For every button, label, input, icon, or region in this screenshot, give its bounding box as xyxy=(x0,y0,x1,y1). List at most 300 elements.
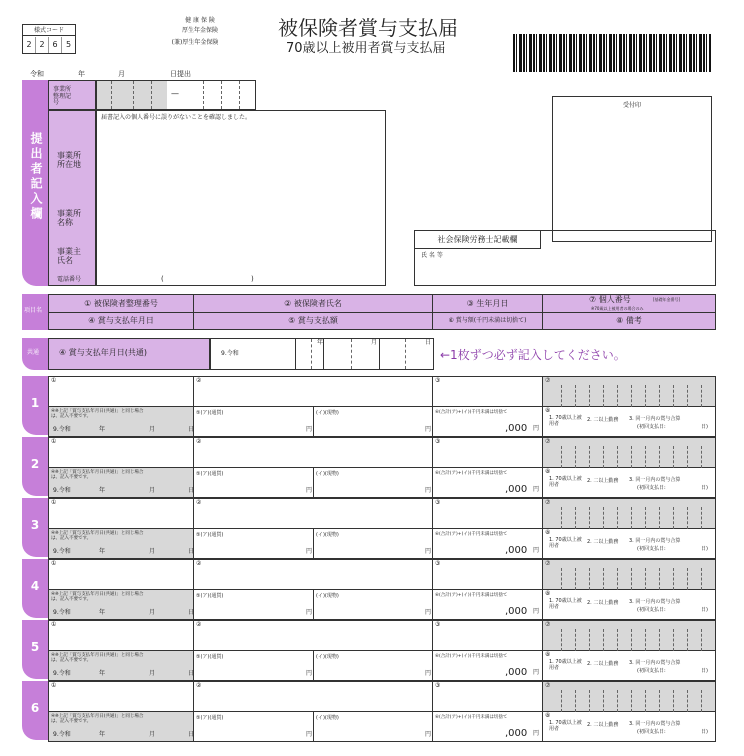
row-side-tab xyxy=(22,498,48,557)
common-divider xyxy=(295,339,296,369)
c4-note: ④※上記「賞与支払年月日(共通)」と同じ場合は、記入不要です。 xyxy=(51,531,144,542)
c4-day: 日 xyxy=(188,731,195,738)
c5b-label: (イ)(現物) xyxy=(316,715,339,721)
form-code-label: 様式コード xyxy=(23,25,75,36)
digit-divider xyxy=(561,507,562,529)
row-remarks-input[interactable] xyxy=(543,407,715,436)
confirm-text: 届書記入の個人番号に誤りがないことを確認しました。 xyxy=(101,114,252,121)
row-number: 1 xyxy=(30,396,40,410)
c5b-label: (イ)(現物) xyxy=(316,654,339,660)
c6-value: ,000 xyxy=(505,423,528,434)
c5a-label: ⑤(ア)(通貨) xyxy=(196,532,224,538)
row-side-tab xyxy=(22,559,48,618)
c5a-yen: 円 xyxy=(306,609,313,616)
digit-divider xyxy=(603,385,604,407)
row-pay-date-input[interactable] xyxy=(49,407,194,436)
c1-mark: ① xyxy=(51,377,57,384)
c6-value: ,000 xyxy=(505,484,528,495)
c4-note: ④※上記「賞与支払年月日(共通)」と同じ場合は、記入不要です。 xyxy=(51,653,144,664)
form-code-box xyxy=(22,24,76,54)
owner-name-label: 事業主氏名 xyxy=(57,247,81,266)
row-personal-number-input[interactable] xyxy=(543,377,715,407)
row-remarks-input[interactable] xyxy=(543,468,715,497)
c5b-label: (イ)(現物) xyxy=(316,410,339,416)
row-insured-name-input[interactable] xyxy=(194,377,433,407)
c6-yen: 円 xyxy=(533,486,540,493)
sharoushi-label: 社会保険労務士記載欄 xyxy=(415,231,541,249)
digit-divider xyxy=(631,507,632,529)
digit-divider xyxy=(701,629,702,651)
c4-year: 年 xyxy=(99,609,106,616)
row-birthdate-input[interactable] xyxy=(433,560,543,590)
sharoushi-name-label: 氏 名 等 xyxy=(421,252,443,259)
c6-value: ,000 xyxy=(505,667,528,678)
row-insured-name-input[interactable] xyxy=(194,499,433,529)
c4-year: 年 xyxy=(99,548,106,555)
row-cash-amount-input[interactable] xyxy=(194,407,314,436)
digit-divider xyxy=(631,690,632,712)
remark-option-2[interactable]: 2. 二以上勤務 xyxy=(587,539,619,545)
common-month: 月 xyxy=(371,339,378,346)
row-birthdate-input[interactable] xyxy=(433,621,543,651)
digit-divider xyxy=(659,629,660,651)
row-remarks-input[interactable] xyxy=(543,590,715,619)
digit-divider xyxy=(575,629,576,651)
row-pay-date-input[interactable] xyxy=(49,529,194,558)
remark-option-3-sub: (初回支払日: xyxy=(637,546,666,552)
c5b-label: (イ)(現物) xyxy=(316,532,339,538)
col-header-7-note: [基礎年金番号] xyxy=(653,297,681,302)
col-header-7: ⑦ 個人番号 xyxy=(589,295,631,304)
digit-divider xyxy=(645,385,646,407)
row-personal-number-input[interactable] xyxy=(543,560,715,590)
c4-year: 年 xyxy=(99,731,106,738)
code-cell-divider xyxy=(203,81,204,109)
digit-divider xyxy=(589,568,590,590)
row-birthdate-input[interactable] xyxy=(433,438,543,468)
sharoushi-box[interactable] xyxy=(414,230,716,286)
c6-value: ,000 xyxy=(505,606,528,617)
digit-divider xyxy=(673,385,674,407)
table-row xyxy=(48,376,716,437)
items-side-label: 項目名 xyxy=(24,307,43,314)
digit-divider xyxy=(687,690,688,712)
row-bonus-total-input[interactable] xyxy=(433,590,543,619)
row-birthdate-input[interactable] xyxy=(433,499,543,529)
digit-divider xyxy=(589,690,590,712)
office-code-gray xyxy=(97,81,167,109)
common-label: ④ 賞与支払年月日(共通) xyxy=(59,348,147,357)
row-insured-name-input[interactable] xyxy=(194,621,433,651)
c4-era: 9.令和 xyxy=(53,548,71,555)
row-personal-number-input[interactable] xyxy=(543,682,715,712)
digit-divider xyxy=(603,446,604,468)
c5b-label: (イ)(現物) xyxy=(316,471,339,477)
digit-divider xyxy=(589,385,590,407)
common-divider xyxy=(405,339,406,369)
office-name-label: 事業所名称 xyxy=(57,209,81,228)
c3-mark: ③ xyxy=(435,682,441,689)
row-side-tab xyxy=(22,437,48,496)
digit-divider xyxy=(631,385,632,407)
c6-note: ⑥(合計(ア)+(イ))千円未満は切捨て xyxy=(435,715,508,720)
remark-option-2[interactable]: 2. 二以上勤務 xyxy=(587,600,619,606)
c4-month: 月 xyxy=(149,548,156,555)
c6-yen: 円 xyxy=(533,608,540,615)
digit-divider xyxy=(603,690,604,712)
c1-mark: ① xyxy=(51,438,57,445)
c4-note: ④※上記「賞与支払年月日(共通)」と同じ場合は、記入不要です。 xyxy=(51,592,144,603)
c4-month: 月 xyxy=(149,609,156,616)
phone-paren-close: ) xyxy=(251,275,254,283)
remark-option-1[interactable]: 1. 70歳以上被用者 xyxy=(549,659,582,672)
digit-divider xyxy=(631,568,632,590)
remark-option-3-day: 日) xyxy=(701,729,708,735)
c1-mark: ① xyxy=(51,499,57,506)
c3-mark: ③ xyxy=(435,377,441,384)
row-cash-amount-input[interactable] xyxy=(194,590,314,619)
office-code-input[interactable] xyxy=(96,80,256,110)
c4-day: 日 xyxy=(188,548,195,555)
form-code-digit: 2 xyxy=(36,37,49,53)
c5b-yen: 円 xyxy=(425,487,432,494)
remark-option-3[interactable]: 3. 同一月内の賞与合算 xyxy=(629,538,681,544)
row-personal-number-input[interactable] xyxy=(543,438,715,468)
digit-divider xyxy=(701,568,702,590)
c1-mark: ① xyxy=(51,560,57,567)
barcode-image xyxy=(513,34,711,72)
table-row xyxy=(48,620,716,681)
remark-option-3-sub: (初回支払日: xyxy=(637,668,666,674)
common-day: 日 xyxy=(425,339,432,346)
c6-yen: 円 xyxy=(533,547,540,554)
digit-divider xyxy=(589,629,590,651)
row-bonus-total-input[interactable] xyxy=(433,529,543,558)
c3-mark: ③ xyxy=(435,438,441,445)
remark-option-3-sub: (初回支払日: xyxy=(637,424,666,430)
row-side-tab xyxy=(22,620,48,679)
c4-month: 月 xyxy=(149,487,156,494)
items-side-tab xyxy=(22,294,48,330)
digit-divider xyxy=(659,507,660,529)
digit-divider xyxy=(673,629,674,651)
c3-mark: ③ xyxy=(435,621,441,628)
remark-option-1[interactable]: 1. 70歳以上被用者 xyxy=(549,476,582,489)
submitter-side-tab xyxy=(22,80,48,286)
digit-divider xyxy=(687,568,688,590)
c5a-yen: 円 xyxy=(306,548,313,555)
digit-divider xyxy=(645,629,646,651)
common-notice: ←1枚ずつ必ず記入してください。 xyxy=(440,348,626,362)
remark-option-2[interactable]: 2. 二以上勤務 xyxy=(587,478,619,484)
remark-option-3-day: 日) xyxy=(701,668,708,674)
code-hyphen: — xyxy=(171,89,179,98)
row-pay-date-input[interactable] xyxy=(49,712,194,741)
c5a-yen: 円 xyxy=(306,426,313,433)
row-insured-name-input[interactable] xyxy=(194,438,433,468)
c4-note: ④※上記「賞与支払年月日(共通)」と同じ場合は、記入不要です。 xyxy=(51,409,144,420)
date-era: 令和 xyxy=(30,70,44,78)
c2-mark: ② xyxy=(196,499,202,506)
row-pay-date-input[interactable] xyxy=(49,590,194,619)
remark-option-1[interactable]: 1. 70歳以上被用者 xyxy=(549,415,582,428)
c4-era: 9.令和 xyxy=(53,670,71,677)
row-insured-number-input[interactable] xyxy=(49,499,194,529)
office-address-input[interactable] xyxy=(96,110,386,286)
remark-option-3-day: 日) xyxy=(701,546,708,552)
phone-paren-open: ( xyxy=(161,275,164,283)
table-row xyxy=(48,559,716,620)
digit-divider xyxy=(617,385,618,407)
c5b-label: (イ)(現物) xyxy=(316,593,339,599)
digit-divider xyxy=(561,690,562,712)
row-goods-amount-input[interactable] xyxy=(314,529,433,558)
col-header-4: ④ 賞与支払年月日 xyxy=(49,313,194,329)
col-header-7-sub: ※70歳以上被用者の場合のみ xyxy=(591,306,644,311)
digit-divider xyxy=(603,507,604,529)
remark-option-1[interactable]: 1. 70歳以上被用者 xyxy=(549,598,582,611)
page-subtitle: 70歳以上被用者賞与支払届 xyxy=(286,41,446,56)
row-cash-amount-input[interactable] xyxy=(194,651,314,680)
c5a-label: ⑤(ア)(通貨) xyxy=(196,410,224,416)
office-code-label-cell xyxy=(48,80,96,110)
remark-option-3[interactable]: 3. 同一月内の賞与合算 xyxy=(629,660,681,666)
digit-divider xyxy=(617,446,618,468)
c5b-yen: 円 xyxy=(425,670,432,677)
row-remarks-input[interactable] xyxy=(543,712,715,741)
digit-divider xyxy=(645,507,646,529)
c5a-yen: 円 xyxy=(306,487,313,494)
digit-divider xyxy=(575,690,576,712)
common-date-input[interactable] xyxy=(210,338,434,370)
digit-divider xyxy=(673,507,674,529)
digit-divider xyxy=(603,629,604,651)
row-goods-amount-input[interactable] xyxy=(314,590,433,619)
digit-divider xyxy=(617,690,618,712)
c8-mark: ⑧ xyxy=(545,651,551,658)
received-label: 受付印 xyxy=(622,102,641,109)
page-title: 被保険者賞与支払届 xyxy=(278,16,458,40)
remark-option-2[interactable]: 2. 二以上勤務 xyxy=(587,722,619,728)
digit-divider xyxy=(603,568,604,590)
row-personal-number-input[interactable] xyxy=(543,621,715,651)
digit-divider xyxy=(631,629,632,651)
c1-mark: ① xyxy=(51,682,57,689)
c2-mark: ② xyxy=(196,377,202,384)
common-divider xyxy=(351,339,352,369)
c4-year: 年 xyxy=(99,426,106,433)
row-number: 2 xyxy=(30,457,40,471)
remark-option-3-sub: (初回支払日: xyxy=(637,607,666,613)
common-label-cell xyxy=(48,338,210,370)
date-day: 日提出 xyxy=(170,70,191,78)
digit-divider xyxy=(561,385,562,407)
date-year: 年 xyxy=(78,70,85,78)
c7-mark: ⑦ xyxy=(545,621,551,628)
row-bonus-total-input[interactable] xyxy=(433,468,543,497)
c4-day: 日 xyxy=(188,609,195,616)
remark-option-3[interactable]: 3. 同一月内の賞与合算 xyxy=(629,721,681,727)
remark-option-3[interactable]: 3. 同一月内の賞与合算 xyxy=(629,599,681,605)
digit-divider xyxy=(575,446,576,468)
digit-divider xyxy=(673,568,674,590)
row-bonus-total-input[interactable] xyxy=(433,712,543,741)
c8-mark: ⑧ xyxy=(545,407,551,414)
office-address-label-cell xyxy=(48,110,96,286)
c3-mark: ③ xyxy=(435,560,441,567)
digit-divider xyxy=(701,446,702,468)
c4-era: 9.令和 xyxy=(53,487,71,494)
row-insured-name-input[interactable] xyxy=(194,682,433,712)
digit-divider xyxy=(673,446,674,468)
row-goods-amount-input[interactable] xyxy=(314,651,433,680)
c6-note: ⑥(合計(ア)+(イ))千円未満は切捨て xyxy=(435,410,508,415)
code-cell-divider xyxy=(151,81,152,109)
c7-mark: ⑦ xyxy=(545,499,551,506)
col-header-5: ⑤ 賞与支払額 xyxy=(194,313,433,329)
row-bonus-total-input[interactable] xyxy=(433,651,543,680)
digit-divider xyxy=(561,629,562,651)
remark-option-3-day: 日) xyxy=(701,485,708,491)
remark-option-3[interactable]: 3. 同一月内の賞与合算 xyxy=(629,416,681,422)
row-cash-amount-input[interactable] xyxy=(194,529,314,558)
common-divider xyxy=(379,339,380,369)
digit-divider xyxy=(561,446,562,468)
insurance-line: 健 康 保 険 xyxy=(185,17,215,24)
digit-divider xyxy=(589,446,590,468)
col-header-2: ② 被保険者氏名 xyxy=(194,295,433,313)
digit-divider xyxy=(575,568,576,590)
col-header-1: ① 被保険者整理番号 xyxy=(49,295,194,313)
row-cash-amount-input[interactable] xyxy=(194,468,314,497)
form-code-digit: 5 xyxy=(65,40,72,49)
c5b-yen: 円 xyxy=(425,731,432,738)
c6-yen: 円 xyxy=(533,669,540,676)
digit-divider xyxy=(673,690,674,712)
digit-divider xyxy=(575,385,576,407)
common-divider xyxy=(311,339,312,369)
c3-mark: ③ xyxy=(435,499,441,506)
c8-mark: ⑧ xyxy=(545,712,551,719)
row-bonus-total-input[interactable] xyxy=(433,407,543,436)
form-code-digit: 2 xyxy=(23,37,36,53)
c2-mark: ② xyxy=(196,682,202,689)
row-birthdate-input[interactable] xyxy=(433,682,543,712)
c5a-label: ⑤(ア)(通貨) xyxy=(196,593,224,599)
digit-divider xyxy=(687,385,688,407)
table-row xyxy=(48,437,716,498)
office-code-label: 事業所整理記号 xyxy=(53,86,72,107)
row-goods-amount-input[interactable] xyxy=(314,468,433,497)
row-pay-date-input[interactable] xyxy=(49,468,194,497)
c8-mark: ⑧ xyxy=(545,590,551,597)
row-insured-number-input[interactable] xyxy=(49,682,194,712)
c4-month: 月 xyxy=(149,426,156,433)
row-insured-number-input[interactable] xyxy=(49,621,194,651)
c6-note: ⑥(合計(ア)+(イ))千円未満は切捨て xyxy=(435,532,508,537)
digit-divider xyxy=(687,507,688,529)
c4-era: 9.令和 xyxy=(53,609,71,616)
digit-divider xyxy=(645,568,646,590)
row-number: 3 xyxy=(30,518,40,532)
c4-day: 日 xyxy=(188,426,195,433)
digit-divider xyxy=(659,690,660,712)
c1-mark: ① xyxy=(51,621,57,628)
c6-note: ⑥(合計(ア)+(イ))千円未満は切捨て xyxy=(435,471,508,476)
office-address-label: 事業所所在地 xyxy=(57,151,81,170)
remark-option-2[interactable]: 2. 二以上勤務 xyxy=(587,661,619,667)
row-insured-number-input[interactable] xyxy=(49,560,194,590)
remark-option-3-day: 日) xyxy=(701,424,708,430)
row-remarks-input[interactable] xyxy=(543,529,715,558)
row-personal-number-input[interactable] xyxy=(543,499,715,529)
phone-label: 電話番号 xyxy=(57,276,82,283)
c8-mark: ⑧ xyxy=(545,468,551,475)
digit-divider xyxy=(645,446,646,468)
row-goods-amount-input[interactable] xyxy=(314,407,433,436)
row-birthdate-input[interactable] xyxy=(433,377,543,407)
c2-mark: ② xyxy=(196,621,202,628)
remark-option-1[interactable]: 1. 70歳以上被用者 xyxy=(549,720,582,733)
row-pay-date-input[interactable] xyxy=(49,651,194,680)
digit-divider xyxy=(575,507,576,529)
code-cell-divider xyxy=(111,81,112,109)
form-code-digit: 6 xyxy=(49,37,62,53)
remark-option-3-sub: (初回支払日: xyxy=(637,485,666,491)
c5b-yen: 円 xyxy=(425,548,432,555)
digit-divider xyxy=(701,385,702,407)
remark-option-1[interactable]: 1. 70歳以上被用者 xyxy=(549,537,582,550)
digit-divider xyxy=(687,629,688,651)
c2-mark: ② xyxy=(196,560,202,567)
table-row xyxy=(48,681,716,742)
digit-divider xyxy=(631,446,632,468)
c5b-yen: 円 xyxy=(425,426,432,433)
c6-value: ,000 xyxy=(505,728,528,739)
digit-divider xyxy=(617,507,618,529)
code-cell-divider xyxy=(239,81,240,109)
row-insured-number-input[interactable] xyxy=(49,377,194,407)
row-insured-name-input[interactable] xyxy=(194,560,433,590)
common-side-label: 共通 xyxy=(27,349,40,356)
c7-mark: ⑦ xyxy=(545,377,551,384)
c4-month: 月 xyxy=(149,670,156,677)
remark-option-2[interactable]: 2. 二以上勤務 xyxy=(587,417,619,423)
row-goods-amount-input[interactable] xyxy=(314,712,433,741)
row-remarks-input[interactable] xyxy=(543,651,715,680)
c6-yen: 円 xyxy=(533,730,540,737)
digit-divider xyxy=(645,690,646,712)
code-cell-divider xyxy=(133,81,134,109)
c4-day: 日 xyxy=(188,487,195,494)
c5b-yen: 円 xyxy=(425,609,432,616)
row-insured-number-input[interactable] xyxy=(49,438,194,468)
c5a-label: ⑤(ア)(通貨) xyxy=(196,715,224,721)
c4-note: ④※上記「賞与支払年月日(共通)」と同じ場合は、記入不要です。 xyxy=(51,470,144,481)
col-header-6: ⑥ 賞与額(千円未満は切捨て) xyxy=(433,313,543,329)
c6-note: ⑥(合計(ア)+(イ))千円未満は切捨て xyxy=(435,654,508,659)
table-row xyxy=(48,498,716,559)
common-year: 年 xyxy=(317,339,324,346)
digit-divider xyxy=(617,629,618,651)
c6-yen: 円 xyxy=(533,425,540,432)
remark-option-3[interactable]: 3. 同一月内の賞与合算 xyxy=(629,477,681,483)
row-number: 4 xyxy=(30,579,40,593)
col-header-3: ③ 生年月日 xyxy=(433,295,543,313)
row-cash-amount-input[interactable] xyxy=(194,712,314,741)
digit-divider xyxy=(617,568,618,590)
c4-era: 9.令和 xyxy=(53,731,71,738)
